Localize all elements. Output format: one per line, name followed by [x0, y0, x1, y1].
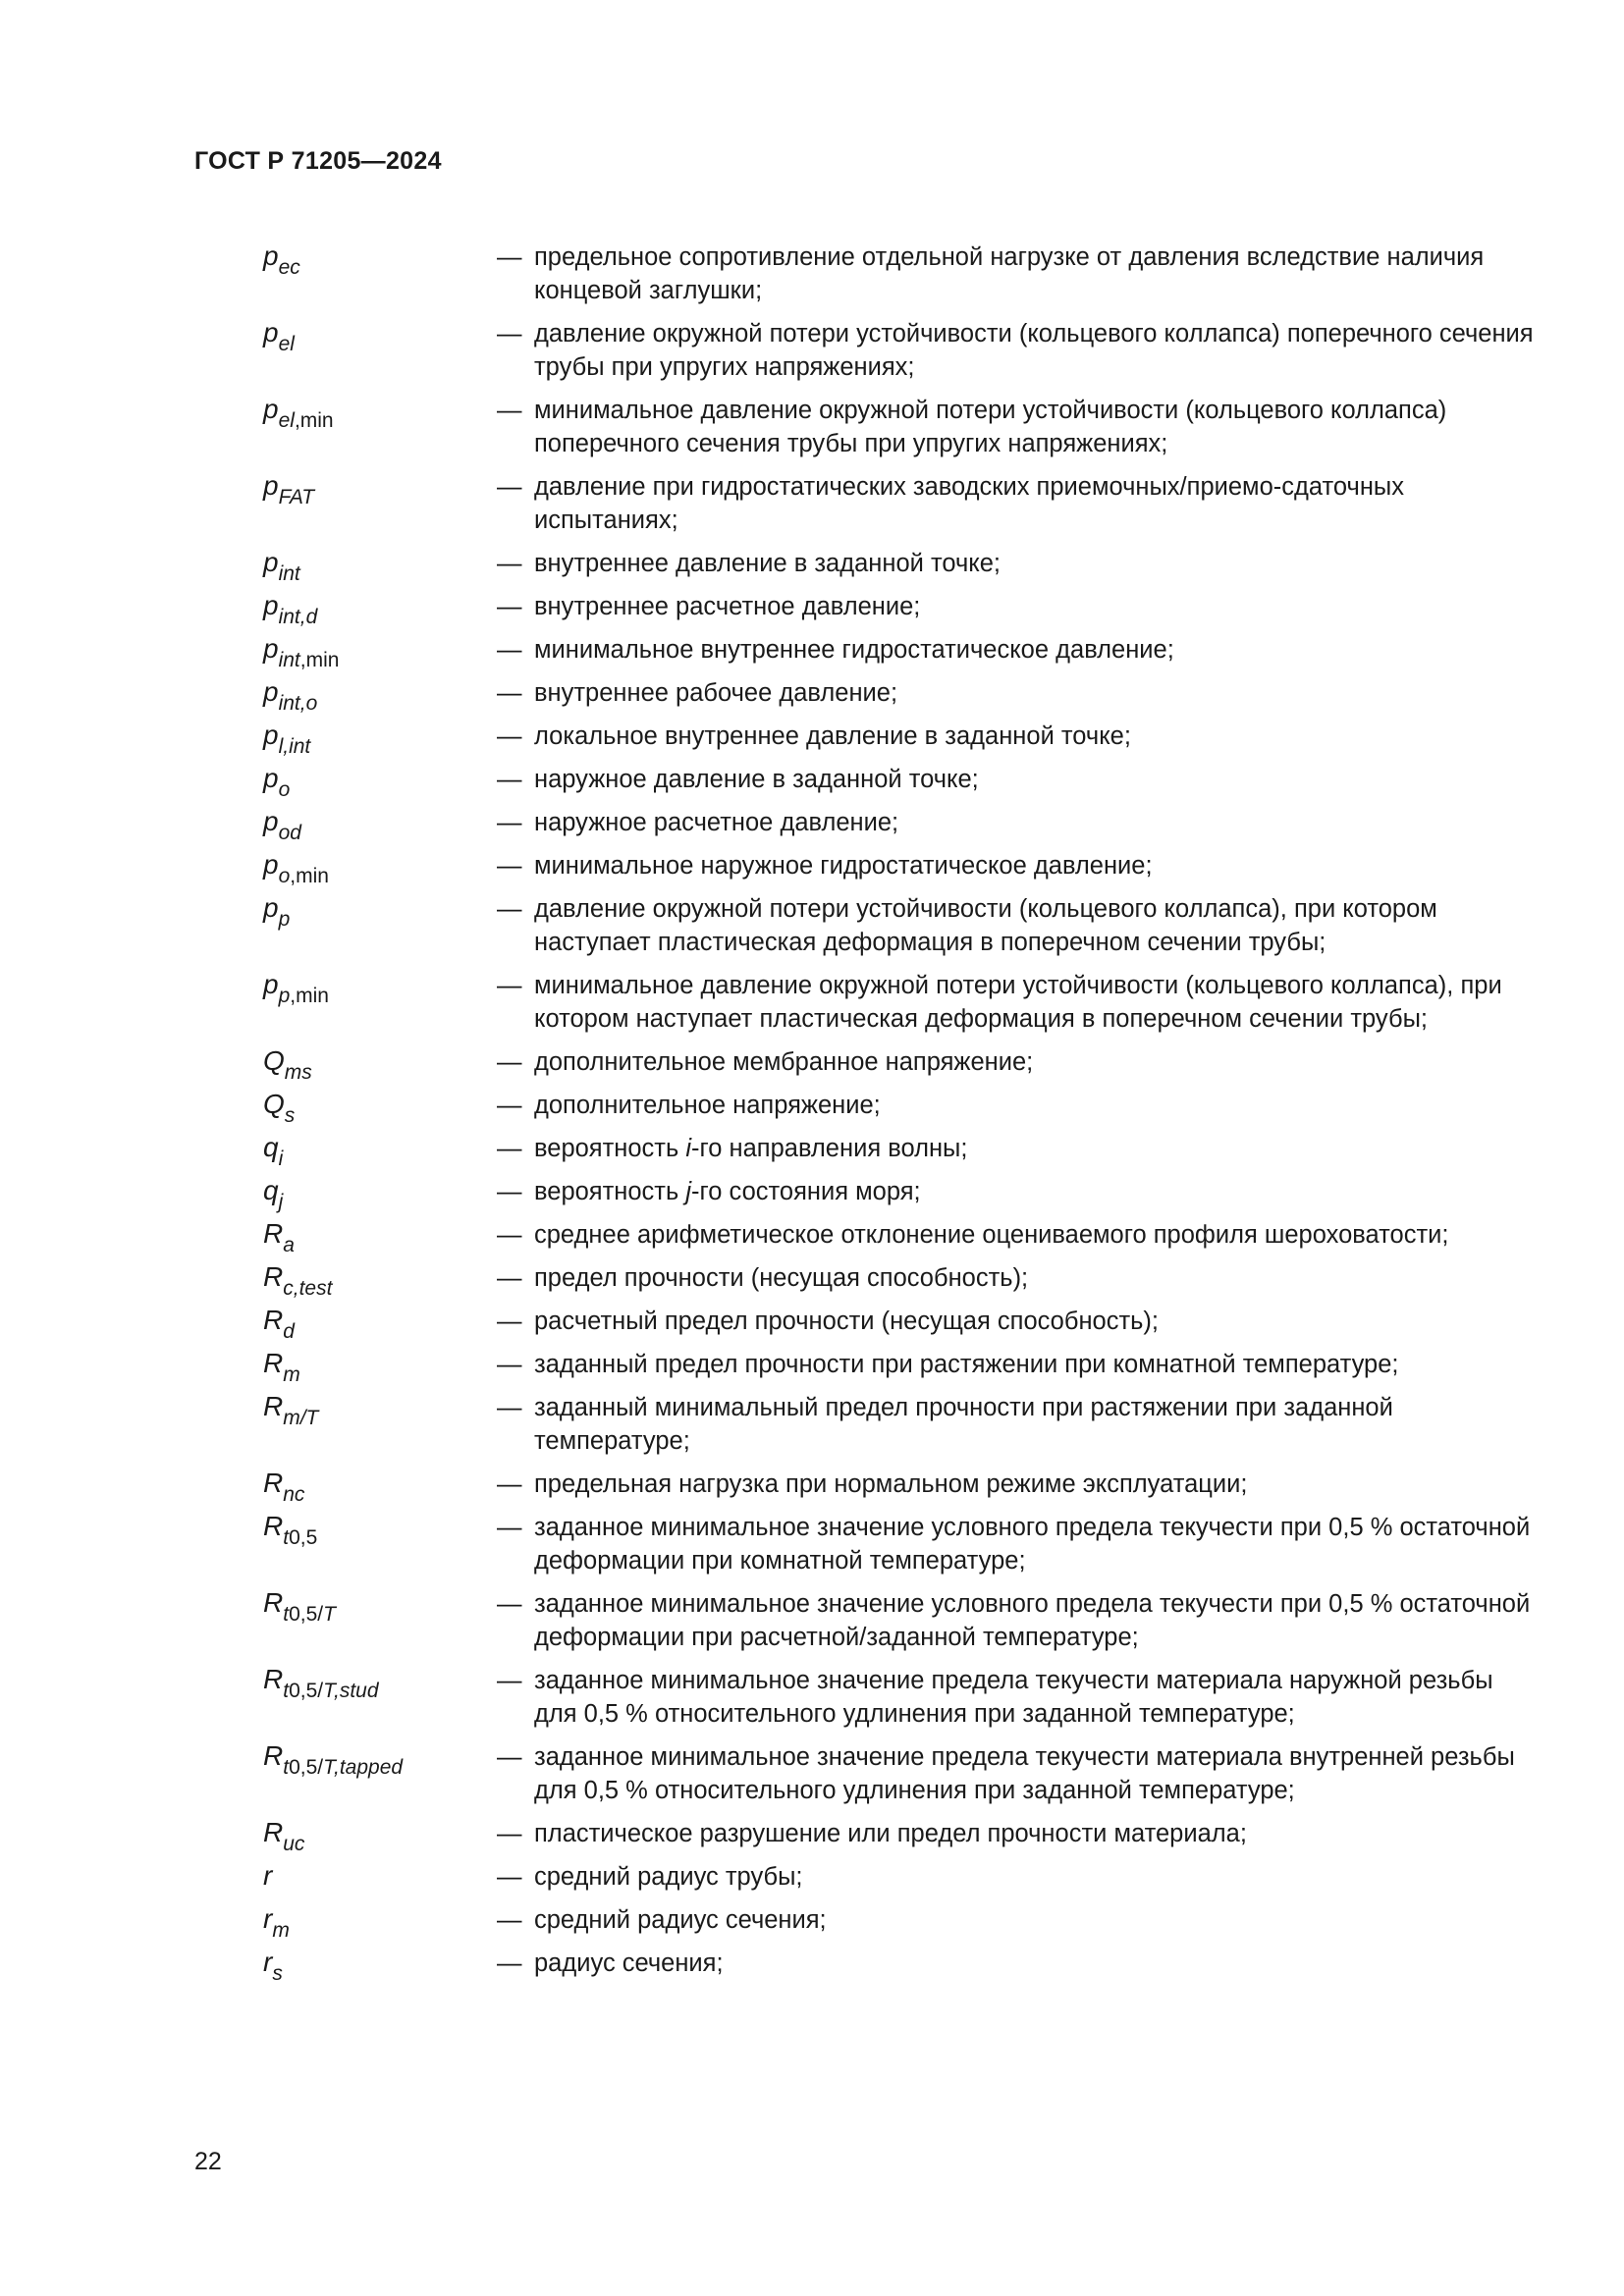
symbol-subscript: [279, 606, 318, 628]
em-dash: —: [497, 636, 522, 664]
symbol-subscript: [283, 1526, 317, 1549]
definition-text: [534, 1175, 1540, 1208]
subscript-part: m/T: [283, 1407, 319, 1429]
symbol: [263, 1217, 497, 1256]
symbol-subscript: [283, 1680, 378, 1702]
symbol-base: p: [263, 969, 279, 999]
definition-row: [263, 393, 1540, 460]
definition-description: [497, 719, 1540, 753]
subscript-part: int: [278, 562, 300, 585]
em-dash: —: [497, 1135, 522, 1162]
definition-row: [263, 1816, 1540, 1855]
definition-row: [263, 1044, 1540, 1084]
definition-row: [263, 240, 1540, 307]
em-dash: —: [497, 1514, 522, 1541]
symbol-subscript: [279, 333, 295, 355]
em-dash: —: [497, 320, 522, 347]
symbol-base: p: [263, 720, 279, 750]
subscript-part: T,tapped: [323, 1756, 404, 1779]
symbol-subscript: [279, 1148, 284, 1170]
em-dash: —: [497, 972, 522, 999]
symbol-base: p: [263, 849, 279, 880]
symbol-subscript: [272, 1962, 283, 1985]
definition-text: наружное давление в заданной точке;: [534, 766, 979, 793]
em-dash: —: [497, 1906, 522, 1934]
em-dash: —: [497, 1820, 522, 1847]
subscript-part: 0,5: [289, 1526, 318, 1549]
em-dash: —: [497, 1221, 522, 1249]
definition-text: минимальное наружное гидростатическое давление;: [534, 852, 1153, 880]
subscript-part: ,min: [299, 649, 340, 671]
definition-description: [497, 632, 1540, 667]
definition-text: радиус сечения;: [534, 1949, 724, 1977]
definition-row: [263, 589, 1540, 628]
symbol-base: R: [263, 1391, 284, 1421]
symbol: [263, 1946, 497, 1985]
definition-description: [497, 589, 1540, 623]
definition-row: [263, 1946, 1540, 1985]
symbol-subscript: [285, 1061, 312, 1084]
symbol-base: p: [263, 547, 279, 577]
symbol: [263, 1859, 497, 1893]
subscript-part: int: [278, 649, 300, 671]
symbol-base: p: [263, 317, 279, 347]
em-dash: —: [497, 1308, 522, 1335]
definition-text: минимальное давление окружной потери устойчивости (кольцевого коллапса) поперечного сечения трубы при упругих напряжениях;: [534, 397, 1447, 457]
symbol-base: R: [263, 1218, 284, 1249]
symbol-base: q: [263, 1175, 279, 1205]
definition-row: [263, 1859, 1540, 1894]
symbol-subscript: [283, 1234, 295, 1256]
definition-row: [263, 891, 1540, 959]
symbol: [263, 393, 497, 432]
symbol-base: Q: [263, 1089, 285, 1119]
symbol-base: r: [263, 1860, 273, 1891]
em-dash: —: [497, 1394, 522, 1421]
definition-text: дополнительное мембранное напряжение;: [534, 1048, 1034, 1076]
definition-description: [497, 316, 1540, 384]
symbol-base: R: [263, 1305, 284, 1335]
em-dash: —: [497, 895, 522, 923]
subscript-part: el: [278, 409, 295, 432]
definition-description: [497, 1859, 1540, 1894]
definition-description: [497, 240, 1540, 307]
subscript-part: 0,5/: [289, 1603, 324, 1626]
definition-text: предельное сопротивление отдельной нагрузке от давления вследствие наличия концевой заглушки;: [534, 243, 1485, 304]
symbol-base: R: [263, 1468, 284, 1498]
definition-description: [497, 1174, 1540, 1208]
em-dash: —: [497, 593, 522, 620]
subscript-part: p: [278, 908, 291, 931]
symbol-base: R: [263, 1817, 284, 1847]
symbol-subscript: [279, 649, 340, 671]
definition-description: [497, 1467, 1540, 1501]
definition-row: [263, 719, 1540, 758]
symbol: [263, 1131, 497, 1170]
definition-text: средний радиус трубы;: [534, 1863, 803, 1891]
em-dash: —: [497, 1178, 522, 1205]
subscript-part: s: [284, 1104, 296, 1127]
definition-row: [263, 675, 1540, 715]
definition-text: [534, 1132, 1540, 1165]
symbol-subscript: [283, 1483, 304, 1506]
symbol-base: R: [263, 1511, 284, 1541]
definition-text-part: -го направления волны;: [691, 1135, 968, 1162]
em-dash: —: [497, 397, 522, 424]
definition-row: [263, 546, 1540, 585]
definition-row: [263, 1902, 1540, 1942]
symbol-base: p: [263, 806, 279, 836]
symbol: [263, 1347, 497, 1386]
definition-text: заданное минимальное значение условного предела текучести при 0,5 % остаточной деформации при комнатной температуре;: [534, 1514, 1531, 1575]
definition-text: дополнительное напряжение;: [534, 1092, 881, 1119]
em-dash: —: [497, 1667, 522, 1694]
definition-text-part: -го состояния моря;: [691, 1178, 921, 1205]
symbol-subscript: [279, 735, 311, 758]
subscript-part: int,d: [278, 606, 318, 628]
symbol-base: p: [263, 240, 279, 271]
definition-row: [263, 1174, 1540, 1213]
em-dash: —: [497, 1863, 522, 1891]
em-dash: —: [497, 1048, 522, 1076]
definition-row: [263, 469, 1540, 537]
subscript-part: FAT: [278, 486, 315, 508]
symbol-base: p: [263, 892, 279, 923]
definition-text: внутреннее рабочее давление;: [534, 679, 898, 707]
definition-description: [497, 1217, 1540, 1252]
em-dash: —: [497, 1743, 522, 1771]
em-dash: —: [497, 809, 522, 836]
definition-description: [497, 1347, 1540, 1381]
document-header: ГОСТ Р 71205—2024: [194, 147, 442, 175]
definition-text: расчетный предел прочности (несущая способность);: [534, 1308, 1160, 1335]
symbol-base: r: [263, 1903, 273, 1934]
em-dash: —: [497, 1470, 522, 1498]
definition-text-part: вероятность: [534, 1135, 686, 1162]
definition-row: [263, 762, 1540, 801]
symbol-base: p: [263, 763, 279, 793]
subscript-part: d: [283, 1320, 295, 1343]
subscript-part: c,test: [283, 1277, 333, 1300]
symbol-base: R: [263, 1664, 284, 1694]
subscript-part: o: [278, 865, 291, 887]
symbol-subscript: [279, 486, 315, 508]
subscript-part: 0,5/: [289, 1680, 324, 1702]
subscript-part: 0,5/: [289, 1756, 324, 1779]
symbol: [263, 1260, 497, 1300]
definition-text: предел прочности (несущая способность);: [534, 1264, 1029, 1292]
symbol: [263, 1174, 497, 1213]
subscript-part: s: [272, 1962, 283, 1985]
definition-row: [263, 1586, 1540, 1654]
symbol-definition-list: [263, 240, 1540, 1989]
subscript-part: i: [278, 1148, 284, 1170]
definition-description: [497, 1663, 1540, 1731]
definition-text: давление окружной потери устойчивости (кольцевого коллапса), при котором наступает пластическая деформация в поперечном сечении трубы;: [534, 895, 1437, 956]
definition-description: [497, 1390, 1540, 1458]
symbol-base: p: [263, 676, 279, 707]
definition-row: [263, 848, 1540, 887]
symbol: [263, 1902, 497, 1942]
definition-text: средний радиус сечения;: [534, 1906, 827, 1934]
definition-description: [497, 393, 1540, 460]
definition-description: [497, 1131, 1540, 1165]
em-dash: —: [497, 1590, 522, 1618]
em-dash: —: [497, 722, 522, 750]
definition-variable: i: [685, 1135, 692, 1162]
symbol-base: R: [263, 1740, 284, 1771]
definition-description: [497, 546, 1540, 580]
symbol: [263, 805, 497, 844]
definition-text: минимальное давление окружной потери устойчивости (кольцевого коллапса), при котором наступает пластическая деформация в поперечном сечении трубы;: [534, 972, 1502, 1033]
subscript-part: nc: [283, 1483, 305, 1506]
subscript-part: p: [278, 985, 291, 1007]
subscript-part: ,min: [290, 985, 329, 1007]
em-dash: —: [497, 766, 522, 793]
definition-description: [497, 1946, 1540, 1980]
symbol-subscript: [279, 409, 334, 432]
subscript-part: ,min: [290, 865, 329, 887]
definition-text: предельная нагрузка при нормальном режиме эксплуатации;: [534, 1470, 1248, 1498]
subscript-part: T,stud: [323, 1680, 379, 1702]
definition-description: [497, 1586, 1540, 1654]
symbol-subscript: [283, 1603, 336, 1626]
symbol: [263, 240, 497, 279]
symbol-subscript: [279, 1191, 284, 1213]
definition-text-part: вероятность: [534, 1178, 686, 1205]
symbol-base: q: [263, 1132, 279, 1162]
definition-row: [263, 1304, 1540, 1343]
symbol: [263, 762, 497, 801]
symbol: [263, 719, 497, 758]
symbol: [263, 1739, 497, 1779]
symbol-subscript: [285, 1104, 296, 1127]
symbol-base: R: [263, 1587, 284, 1618]
symbol-subscript: [279, 562, 300, 585]
definition-row: [263, 1217, 1540, 1256]
definition-text: заданный предел прочности при растяжении при комнатной температуре;: [534, 1351, 1399, 1378]
em-dash: —: [497, 550, 522, 577]
definition-text: заданный минимальный предел прочности при растяжении при заданной температуре;: [534, 1394, 1393, 1455]
em-dash: —: [497, 1264, 522, 1292]
subscript-part: ms: [284, 1061, 312, 1084]
symbol-base: Q: [263, 1045, 285, 1076]
definition-text: внутреннее давление в заданной точке;: [534, 550, 1001, 577]
symbol-subscript: [283, 1363, 300, 1386]
definition-variable: j: [685, 1178, 692, 1205]
subscript-part: t: [283, 1680, 290, 1702]
subscript-part: uc: [283, 1833, 305, 1855]
definition-text: заданное минимальное значение предела текучести материала наружной резьбы для 0,5 % относительного удлинения при заданной температуре;: [534, 1667, 1493, 1728]
definition-description: [497, 891, 1540, 959]
symbol-base: r: [263, 1947, 273, 1977]
em-dash: —: [497, 852, 522, 880]
symbol: [263, 968, 497, 1007]
symbol: [263, 1044, 497, 1084]
symbol: [263, 1390, 497, 1429]
symbol: [263, 891, 497, 931]
definition-text: пластическое разрушение или предел прочности материала;: [534, 1820, 1247, 1847]
subscript-part: t: [283, 1603, 290, 1626]
symbol-subscript: [279, 256, 300, 279]
symbol-base: R: [263, 1348, 284, 1378]
symbol: [263, 1510, 497, 1549]
symbol: [263, 546, 497, 585]
symbol-subscript: [283, 1407, 318, 1429]
symbol: [263, 1088, 497, 1127]
symbol: [263, 1816, 497, 1855]
symbol-subscript: [279, 692, 318, 715]
definition-row: [263, 632, 1540, 671]
definition-description: [497, 1902, 1540, 1937]
em-dash: —: [497, 243, 522, 271]
symbol: [263, 589, 497, 628]
definition-row: [263, 1347, 1540, 1386]
symbol-base: R: [263, 1261, 284, 1292]
symbol-subscript: [283, 1833, 304, 1855]
definition-row: [263, 1739, 1540, 1807]
definition-description: [497, 805, 1540, 839]
definition-description: [497, 469, 1540, 537]
definition-text: наружное расчетное давление;: [534, 809, 899, 836]
subscript-part: od: [278, 822, 301, 844]
symbol-subscript: [279, 908, 291, 931]
definition-text: локальное внутреннее давление в заданной точке;: [534, 722, 1131, 750]
definition-description: [497, 675, 1540, 710]
symbol-base: p: [263, 590, 279, 620]
definition-description: [497, 848, 1540, 882]
definition-description: [497, 762, 1540, 796]
em-dash: —: [497, 1351, 522, 1378]
definition-row: [263, 1088, 1540, 1127]
subscript-part: m: [272, 1919, 290, 1942]
subscript-part: t: [283, 1526, 290, 1549]
definition-description: [497, 1260, 1540, 1295]
subscript-part: o: [278, 778, 291, 801]
subscript-part: ,min: [294, 409, 334, 432]
definition-description: [497, 1304, 1540, 1338]
symbol-subscript: [283, 1320, 295, 1343]
symbol: [263, 632, 497, 671]
definition-row: [263, 1663, 1540, 1731]
definition-text: давление при гидростатических заводских приемочных/приемо-сдаточных испытаниях;: [534, 473, 1404, 534]
subscript-part: j: [278, 1191, 284, 1213]
symbol-subscript: [279, 985, 329, 1007]
symbol-subscript: [279, 865, 329, 887]
em-dash: —: [497, 1092, 522, 1119]
definition-text: заданное минимальное значение условного предела текучести при 0,5 % остаточной деформации при расчетной/заданной температуре;: [534, 1590, 1531, 1651]
definition-description: [497, 968, 1540, 1036]
definition-row: [263, 805, 1540, 844]
definition-text: внутреннее расчетное давление;: [534, 593, 921, 620]
definition-row: [263, 1260, 1540, 1300]
definition-description: [497, 1044, 1540, 1079]
symbol-subscript: [279, 822, 301, 844]
definition-description: [497, 1739, 1540, 1807]
symbol: [263, 1663, 497, 1702]
page-number: 22: [194, 2148, 222, 2175]
symbol-subscript: [272, 1919, 290, 1942]
symbol-subscript: [279, 778, 291, 801]
definition-text: заданное минимальное значение предела текучести материала внутренней резьбы для 0,5 % относительного удлинения при заданной температуре;: [534, 1743, 1515, 1804]
symbol: [263, 1467, 497, 1506]
definition-row: [263, 316, 1540, 384]
subscript-part: m: [283, 1363, 300, 1386]
subscript-part: el: [278, 333, 295, 355]
definition-row: [263, 968, 1540, 1036]
definition-text: минимальное внутреннее гидростатическое давление;: [534, 636, 1174, 664]
symbol-base: p: [263, 470, 279, 501]
symbol-base: p: [263, 394, 279, 424]
symbol-subscript: [283, 1756, 403, 1779]
definition-text: среднее арифметическое отклонение оцениваемого профиля шероховатости;: [534, 1221, 1449, 1249]
symbol: [263, 1586, 497, 1626]
subscript-part: t: [283, 1756, 290, 1779]
subscript-part: l,int: [278, 735, 311, 758]
symbol-base: p: [263, 633, 279, 664]
subscript-part: a: [283, 1234, 295, 1256]
symbol: [263, 1304, 497, 1343]
subscript-part: T: [323, 1603, 336, 1626]
symbol-subscript: [283, 1277, 332, 1300]
subscript-part: ec: [278, 256, 300, 279]
symbol: [263, 469, 497, 508]
definition-row: [263, 1467, 1540, 1506]
definition-row: [263, 1131, 1540, 1170]
em-dash: —: [497, 679, 522, 707]
definition-text: давление окружной потери устойчивости (кольцевого коллапса) поперечного сечения трубы при упругих напряжениях;: [534, 320, 1534, 381]
definition-description: [497, 1088, 1540, 1122]
definition-description: [497, 1816, 1540, 1850]
definition-description: [497, 1510, 1540, 1577]
symbol: [263, 316, 497, 355]
definition-row: [263, 1510, 1540, 1577]
em-dash: —: [497, 1949, 522, 1977]
subscript-part: int,o: [278, 692, 318, 715]
definition-row: [263, 1390, 1540, 1458]
em-dash: —: [497, 473, 522, 501]
symbol: [263, 675, 497, 715]
symbol: [263, 848, 497, 887]
